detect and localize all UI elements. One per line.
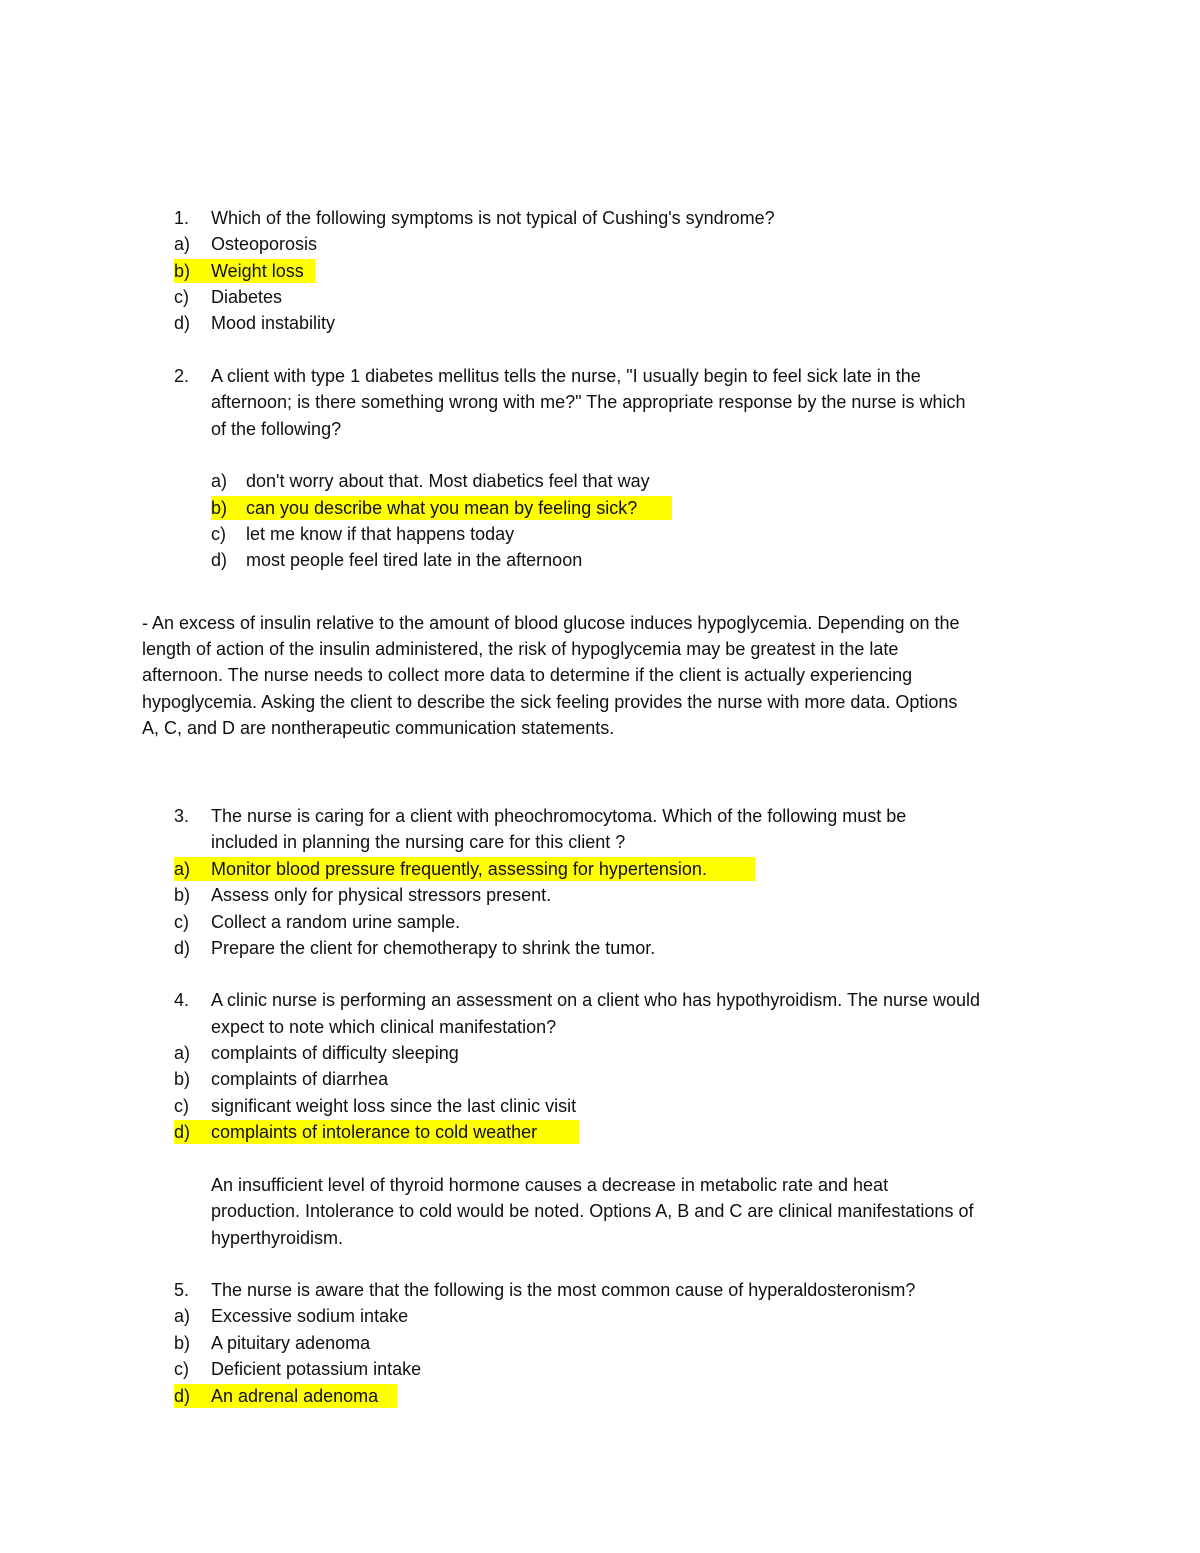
option-letter: b)	[211, 498, 228, 518]
option-letter: d)	[174, 938, 191, 958]
option-letter: a)	[174, 1043, 191, 1063]
rationale-text: length of action of the insulin administered, the risk of hypoglycemia may be greatest in the late	[142, 639, 899, 659]
option-letter: d)	[211, 550, 228, 570]
rationale-text: An insufficient level of thyroid hormone causes a decrease in metabolic rate and heat	[211, 1175, 889, 1195]
rationale-text: hyperthyroidism.	[211, 1228, 344, 1248]
option-letter: d)	[174, 1122, 191, 1142]
option-text: can you describe what you mean by feeling sick?	[246, 498, 638, 518]
option-letter: d)	[174, 1386, 191, 1406]
option-text: Mood instability	[211, 313, 336, 333]
option-text: Prepare the client for chemotherapy to shrink the tumor.	[211, 938, 656, 958]
question-number: 3.	[174, 806, 190, 826]
question-text-line: A clinic nurse is performing an assessment on a client who has hypothyroidism. The nurse would	[211, 990, 981, 1010]
option-text-highlighted: Monitor blood pressure frequently, assessing for hypertension	[211, 859, 702, 879]
option-letter: c)	[174, 1359, 189, 1379]
question-number: 5.	[174, 1280, 190, 1300]
question-text: Which of the following symptoms is not typical of Cushing's syndrome?	[211, 208, 775, 228]
option-text: complaints of difficulty sleeping	[211, 1043, 459, 1063]
option-text: Deficient potassium intake	[211, 1359, 422, 1379]
option-letter: c)	[211, 524, 226, 544]
option-letter: b)	[174, 885, 191, 905]
question-text: The nurse is aware that the following is the most common cause of hyperaldosteronism?	[211, 1280, 916, 1300]
option-text: Diabetes	[211, 287, 283, 307]
option-text: Collect a random urine sample.	[211, 912, 461, 932]
option-letter: a)	[174, 859, 191, 879]
question-text-line: expect to note which clinical manifestation?	[211, 1017, 557, 1037]
question-number: 2.	[174, 366, 190, 386]
option-text: Osteoporosis	[211, 234, 318, 254]
option-text: let me know if that happens today	[246, 524, 515, 544]
rationale-text: afternoon. The nurse needs to collect more data to determine if the client is actually experiencing	[142, 665, 913, 685]
option-text	[211, 857, 707, 881]
question-number: 4.	[174, 990, 190, 1010]
option-text: complaints of intolerance to cold weather	[211, 1122, 538, 1142]
option-letter: c)	[174, 1096, 189, 1116]
option-letter: a)	[211, 471, 228, 491]
option-text: A pituitary adenoma	[211, 1333, 371, 1353]
option-text: An adrenal adenoma	[211, 1386, 379, 1406]
option-letter: c)	[174, 287, 189, 307]
option-text: most people feel tired late in the afternoon	[246, 550, 583, 570]
question-number: 1.	[174, 208, 190, 228]
question-text-line: afternoon; is there something wrong with me?" The appropriate response by the nurse is which	[211, 392, 966, 412]
option-text: complaints of diarrhea	[211, 1069, 389, 1089]
option-text: don't worry about that. Most diabetics feel that way	[246, 471, 650, 491]
rationale-text: - An excess of insulin relative to the amount of blood glucose induces hypoglycemia. Depending on the	[142, 613, 960, 633]
option-letter: b)	[174, 1333, 191, 1353]
option-letter: a)	[174, 1306, 191, 1326]
rationale-text: hypoglycemia. Asking the client to describe the sick feeling provides the nurse with more data. Options	[142, 692, 958, 712]
option-text-trail: .	[701, 859, 707, 879]
option-letter: b)	[174, 1069, 191, 1089]
option-letter: d)	[174, 313, 191, 333]
option-letter: a)	[174, 234, 191, 254]
option-text: Weight loss	[211, 261, 304, 281]
question-text-line: The nurse is caring for a client with pheochromocytoma. Which of the following must be	[211, 806, 907, 826]
option-letter: b)	[174, 261, 191, 281]
option-text: Excessive sodium intake	[211, 1306, 409, 1326]
option-text: significant weight loss since the last clinic visit	[211, 1096, 577, 1116]
rationale-text: A, C, and D are nontherapeutic communication statements.	[142, 718, 615, 738]
option-letter: c)	[174, 912, 189, 932]
rationale-text: production. Intolerance to cold would be noted. Options A, B and C are clinical manifestations of	[211, 1201, 974, 1221]
question-text-line: of the following?	[211, 419, 342, 439]
question-text-line: A client with type 1 diabetes mellitus tells the nurse, "I usually begin to feel sick late in the	[211, 366, 921, 386]
question-text-line: included in planning the nursing care for this client ?	[211, 832, 626, 852]
option-text: Assess only for physical stressors present.	[211, 885, 552, 905]
